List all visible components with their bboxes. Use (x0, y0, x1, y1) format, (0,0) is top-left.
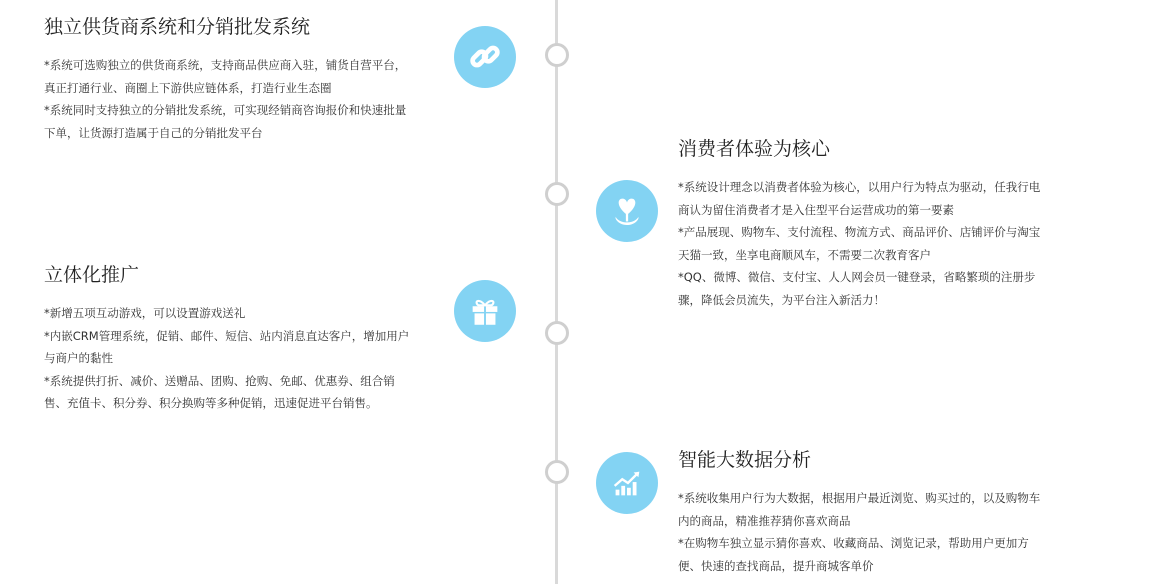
section-consumer-experience (678, 136, 1078, 311)
section-line: *产品展现、购物车、支付流程、物流方式、商品评价、店铺评价与淘宝 (678, 225, 1041, 239)
section-title: 消费者体验为核心 (678, 138, 831, 160)
section-supplier-distribution (44, 14, 444, 144)
section-line: *内嵌CRM管理系统，促销、邮件、短信、站内消息直达客户，增加用户 (44, 328, 410, 343)
section-line: *系统提供打折、减价、送赠品、团购、抢购、免邮、优惠券、组合销 (44, 373, 395, 388)
section-line: *QQ、微博、微信、支付宝、人人网会员一键登录，省略繁琐的注册步 (678, 270, 1036, 284)
timeline-node (545, 321, 569, 345)
trend-chart-icon (596, 452, 658, 514)
section-line: 与商户的黏性 (44, 351, 113, 365)
section-line: 内的商品，精准推荐猜你喜欢商品 (678, 513, 851, 528)
section-promotion (44, 262, 444, 415)
section-line: 便、快速的查找商品，提升商城客单价 (678, 558, 874, 573)
heart-flower-icon (596, 180, 658, 242)
section-line: 真正打通行业、商圈上下游供应链体系，打造行业生态圈 (44, 80, 332, 95)
section-big-data (678, 447, 1078, 577)
section-title: 智能大数据分析 (678, 449, 812, 471)
section-line: *系统同时支持独立的分销批发系统，可实现经销商咨询报价和快速批量 (44, 103, 407, 117)
timeline-node (545, 43, 569, 67)
section-title: 立体化推广 (44, 264, 140, 286)
timeline-node (545, 460, 569, 484)
section-title: 独立供货商系统和分销批发系统 (44, 16, 311, 38)
section-line: 天猫一致，坐享电商顺风车，不需要二次教育客户 (678, 247, 931, 262)
section-line: 骤，降低会员流失，为平台注入新活力！ (678, 292, 885, 307)
section-line: 下单，让货源打造属于自己的分销批发平台 (44, 125, 263, 140)
section-line: 商认为留住消费者才是入住型平台运营成功的第一要素 (678, 202, 954, 217)
gift-icon (454, 280, 516, 342)
section-line: *系统可选购独立的供货商系统，支持商品供应商入驻，铺货自营平台， (44, 58, 407, 72)
link-icon (454, 26, 516, 88)
section-line: *在购物车独立显示猜你喜欢、收藏商品、浏览记录，帮助用户更加方 (678, 536, 1029, 550)
section-line: *系统设计理念以消费者体验为核心，以用户行为特点为驱动，任我行电 (678, 180, 1041, 194)
section-line: *系统收集用户行为大数据，根据用户最近浏览、购买过的，以及购物车 (678, 491, 1041, 505)
section-line: *新增五项互动游戏，可以设置游戏送礼 (44, 306, 246, 320)
timeline-line (555, 0, 558, 584)
timeline-node (545, 182, 569, 206)
section-line: 售、充值卡、积分券、积分换购等多种促销，迅速促进平台销售。 (44, 396, 378, 410)
